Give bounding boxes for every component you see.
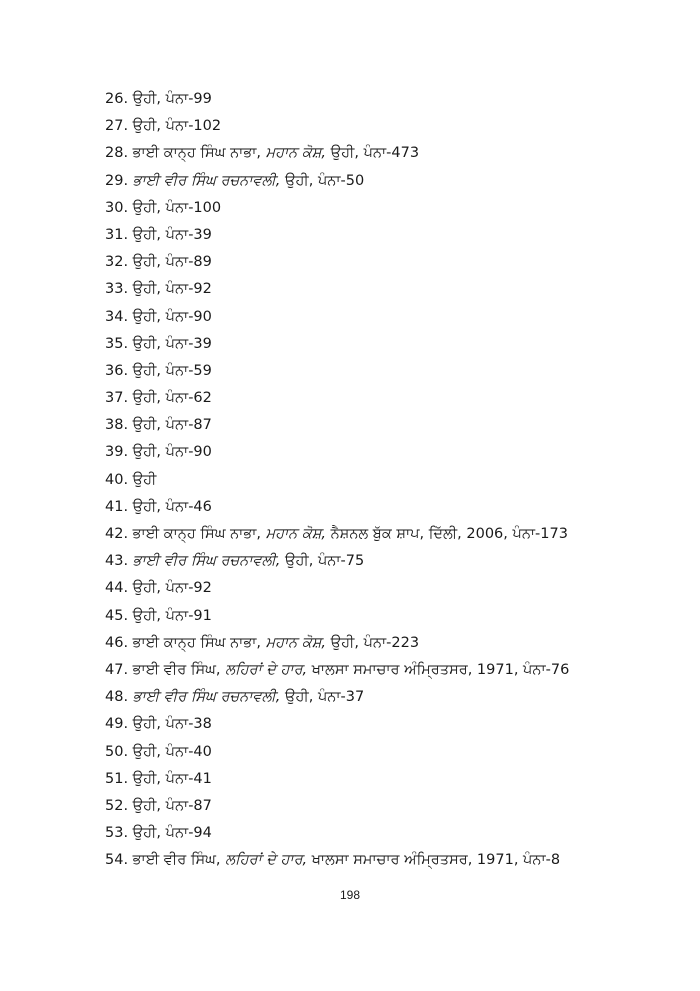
- footnote-text: ਉਹੀ, ਪੰਨਾ-59: [132, 362, 212, 379]
- footnote-text: ਉਹੀ, ਪੰਨਾ-75: [280, 553, 365, 570]
- footnote-item: [105, 766, 569, 793]
- footnote-item: [105, 793, 569, 820]
- footnote-text: ਉਹੀ, ਪੰਨਾ-39: [132, 226, 212, 243]
- footnote-text: ਉਹੀ: [132, 471, 157, 488]
- footnote-text: ਉਹੀ, ਪੰਨਾ-39: [132, 335, 212, 352]
- footnote-number: 48.: [105, 689, 129, 706]
- footnote-text: ਉਹੀ, ਪੰਨਾ-38: [132, 716, 212, 733]
- footnote-text: ਉਹੀ, ਪੰਨਾ-40: [132, 743, 212, 760]
- footnote-number: 41.: [105, 498, 129, 515]
- footnote-number: 28.: [105, 145, 129, 162]
- footnote-item: [105, 304, 569, 331]
- footnote-number: 27.: [105, 118, 129, 135]
- footnote-title-italic: ਭਾਈ ਵੀਰ ਸਿੰਘ ਰਚਨਾਵਲੀ,: [132, 553, 281, 570]
- footnote-item: [105, 467, 569, 494]
- footnote-number: 50.: [105, 743, 129, 760]
- footnote-number: 45.: [105, 607, 129, 624]
- footnote-title-italic: ਮਹਾਨ ਕੋਸ਼,: [265, 526, 326, 542]
- footnote-item: [105, 739, 569, 766]
- footnote-text: ਖਾਲਸਾ ਸਮਾਚਾਰ ਅੰਮ੍ਰਿਤਸਰ, 1971, ਪੰਨਾ-8: [307, 852, 561, 869]
- footnote-number: 54.: [105, 852, 129, 869]
- footnote-number: 42.: [105, 526, 129, 542]
- footnote-text: ਨੈਸ਼ਨਲ ਬੁੱਕ ਸ਼ਾਪ, ਦਿੱਲੀ, 2006, ਪੰਨਾ-173: [326, 526, 568, 542]
- footnote-title-italic: ਲਹਿਰਾਂ ਦੇ ਹਾਰ,: [225, 661, 308, 678]
- footnote-number: 51.: [105, 770, 129, 787]
- footnote-number: 49.: [105, 716, 129, 733]
- footnote-number: 52.: [105, 797, 129, 814]
- footnote-item: [105, 439, 569, 466]
- footnote-text: ਉਹੀ, ਪੰਨਾ-90: [132, 444, 212, 461]
- footnote-item: [105, 140, 569, 167]
- footnote-text: ਭਾਈ ਕਾਨ੍ਹ ਸਿੰਘ ਨਾਭਾ,: [132, 634, 266, 651]
- footnote-item: [105, 276, 569, 303]
- footnote-item: [105, 684, 569, 711]
- footnote-item: [105, 494, 569, 521]
- footnote-item: [105, 358, 569, 385]
- footnote-item: [105, 548, 569, 575]
- footnote-text: ਉਹੀ, ਪੰਨਾ-87: [132, 417, 212, 434]
- footnote-item: [105, 657, 569, 684]
- footnote-number: 37.: [105, 390, 129, 407]
- footnote-number: 29.: [105, 172, 129, 189]
- footnote-item: [105, 521, 569, 548]
- footnote-text: ਉਹੀ, ਪੰਨਾ-99: [132, 91, 212, 107]
- footnote-number: 39.: [105, 444, 129, 461]
- footnote-item: [105, 847, 569, 874]
- footnote-text: ਭਾਈ ਕਾਨ੍ਹ ਸਿੰਘ ਨਾਭਾ,: [132, 145, 266, 162]
- footnote-text: ਉਹੀ, ਪੰਨਾ-473: [326, 145, 420, 162]
- footnote-text: ਉਹੀ, ਪੰਨਾ-92: [132, 580, 212, 597]
- footnote-text: ਉਹੀ, ਪੰਨਾ-100: [132, 199, 222, 216]
- footnote-text: ਉਹੀ, ਪੰਨਾ-223: [326, 634, 420, 651]
- footnote-title-italic: ਭਾਈ ਵੀਰ ਸਿੰਘ ਰਚਨਾਵਲੀ,: [132, 172, 281, 189]
- footnote-item: [105, 168, 569, 195]
- footnote-number: 43.: [105, 553, 129, 570]
- footnote-text: ਉਹੀ, ਪੰਨਾ-87: [132, 797, 212, 814]
- page-number: 198: [339, 888, 361, 902]
- footnote-text: ਭਾਈ ਵੀਰ ਸਿੰਘ,: [132, 852, 226, 869]
- footnote-title-italic: ਭਾਈ ਵੀਰ ਸਿੰਘ ਰਚਨਾਵਲੀ,: [132, 689, 281, 706]
- footnote-number: 36.: [105, 362, 129, 379]
- footnote-item: [105, 575, 569, 602]
- footnote-text: ਉਹੀ, ਪੰਨਾ-50: [280, 172, 365, 189]
- footnote-text: ਉਹੀ, ਪੰਨਾ-46: [132, 498, 212, 515]
- footnote-number: 38.: [105, 417, 129, 434]
- footnote-number: 32.: [105, 254, 129, 271]
- footnote-text: ਭਾਈ ਕਾਨ੍ਹ ਸਿੰਘ ਨਾਭਾ,: [132, 526, 266, 542]
- footnote-text: ਉਹੀ, ਪੰਨਾ-102: [132, 118, 222, 135]
- footnote-number: 26.: [105, 91, 129, 107]
- footnote-number: 33.: [105, 281, 129, 298]
- footnote-text: ਖਾਲਸਾ ਸਮਾਚਾਰ ਅੰਮ੍ਰਿਤਸਰ, 1971, ਪੰਨਾ-76: [307, 661, 570, 678]
- footnote-item: [105, 820, 569, 847]
- footnote-text: ਉਹੀ, ਪੰਨਾ-92: [132, 281, 212, 298]
- footnote-title-italic: ਮਹਾਨ ਕੋਸ਼,: [265, 634, 326, 651]
- footnote-text: ਉਹੀ, ਪੰਨਾ-94: [132, 825, 212, 842]
- footnote-number: 31.: [105, 226, 129, 243]
- footnote-item: [105, 249, 569, 276]
- footnote-item: [105, 113, 569, 140]
- footnote-text: ਉਹੀ, ਪੰਨਾ-41: [132, 770, 212, 787]
- footnote-number: 40.: [105, 471, 129, 488]
- footnote-item: [105, 86, 569, 113]
- footnote-item: [105, 331, 569, 358]
- footnote-title-italic: ਮਹਾਨ ਕੋਸ਼,: [265, 145, 326, 162]
- footnote-text: ਉਹੀ, ਪੰਨਾ-37: [280, 689, 365, 706]
- footnote-list: [105, 86, 569, 874]
- footnote-number: 53.: [105, 825, 129, 842]
- footnote-number: 30.: [105, 199, 129, 216]
- footnote-text: ਉਹੀ, ਪੰਨਾ-89: [132, 254, 212, 271]
- footnote-number: 44.: [105, 580, 129, 597]
- footnote-number: 46.: [105, 634, 129, 651]
- footnote-item: [105, 222, 569, 249]
- footnote-item: [105, 630, 569, 657]
- footnote-number: 34.: [105, 308, 129, 325]
- footnote-item: [105, 385, 569, 412]
- footnote-text: ਉਹੀ, ਪੰਨਾ-90: [132, 308, 212, 325]
- footnote-title-italic: ਲਹਿਰਾਂ ਦੇ ਹਾਰ,: [225, 852, 308, 869]
- footnote-item: [105, 412, 569, 439]
- footnote-text: ਉਹੀ, ਪੰਨਾ-62: [132, 390, 212, 407]
- footnote-text: ਭਾਈ ਵੀਰ ਸਿੰਘ,: [132, 661, 226, 678]
- footnote-item: [105, 603, 569, 630]
- footnote-number: 47.: [105, 661, 129, 678]
- footnote-number: 35.: [105, 335, 129, 352]
- footnote-item: [105, 195, 569, 222]
- footnote-item: [105, 711, 569, 738]
- footnote-text: ਉਹੀ, ਪੰਨਾ-91: [132, 607, 212, 624]
